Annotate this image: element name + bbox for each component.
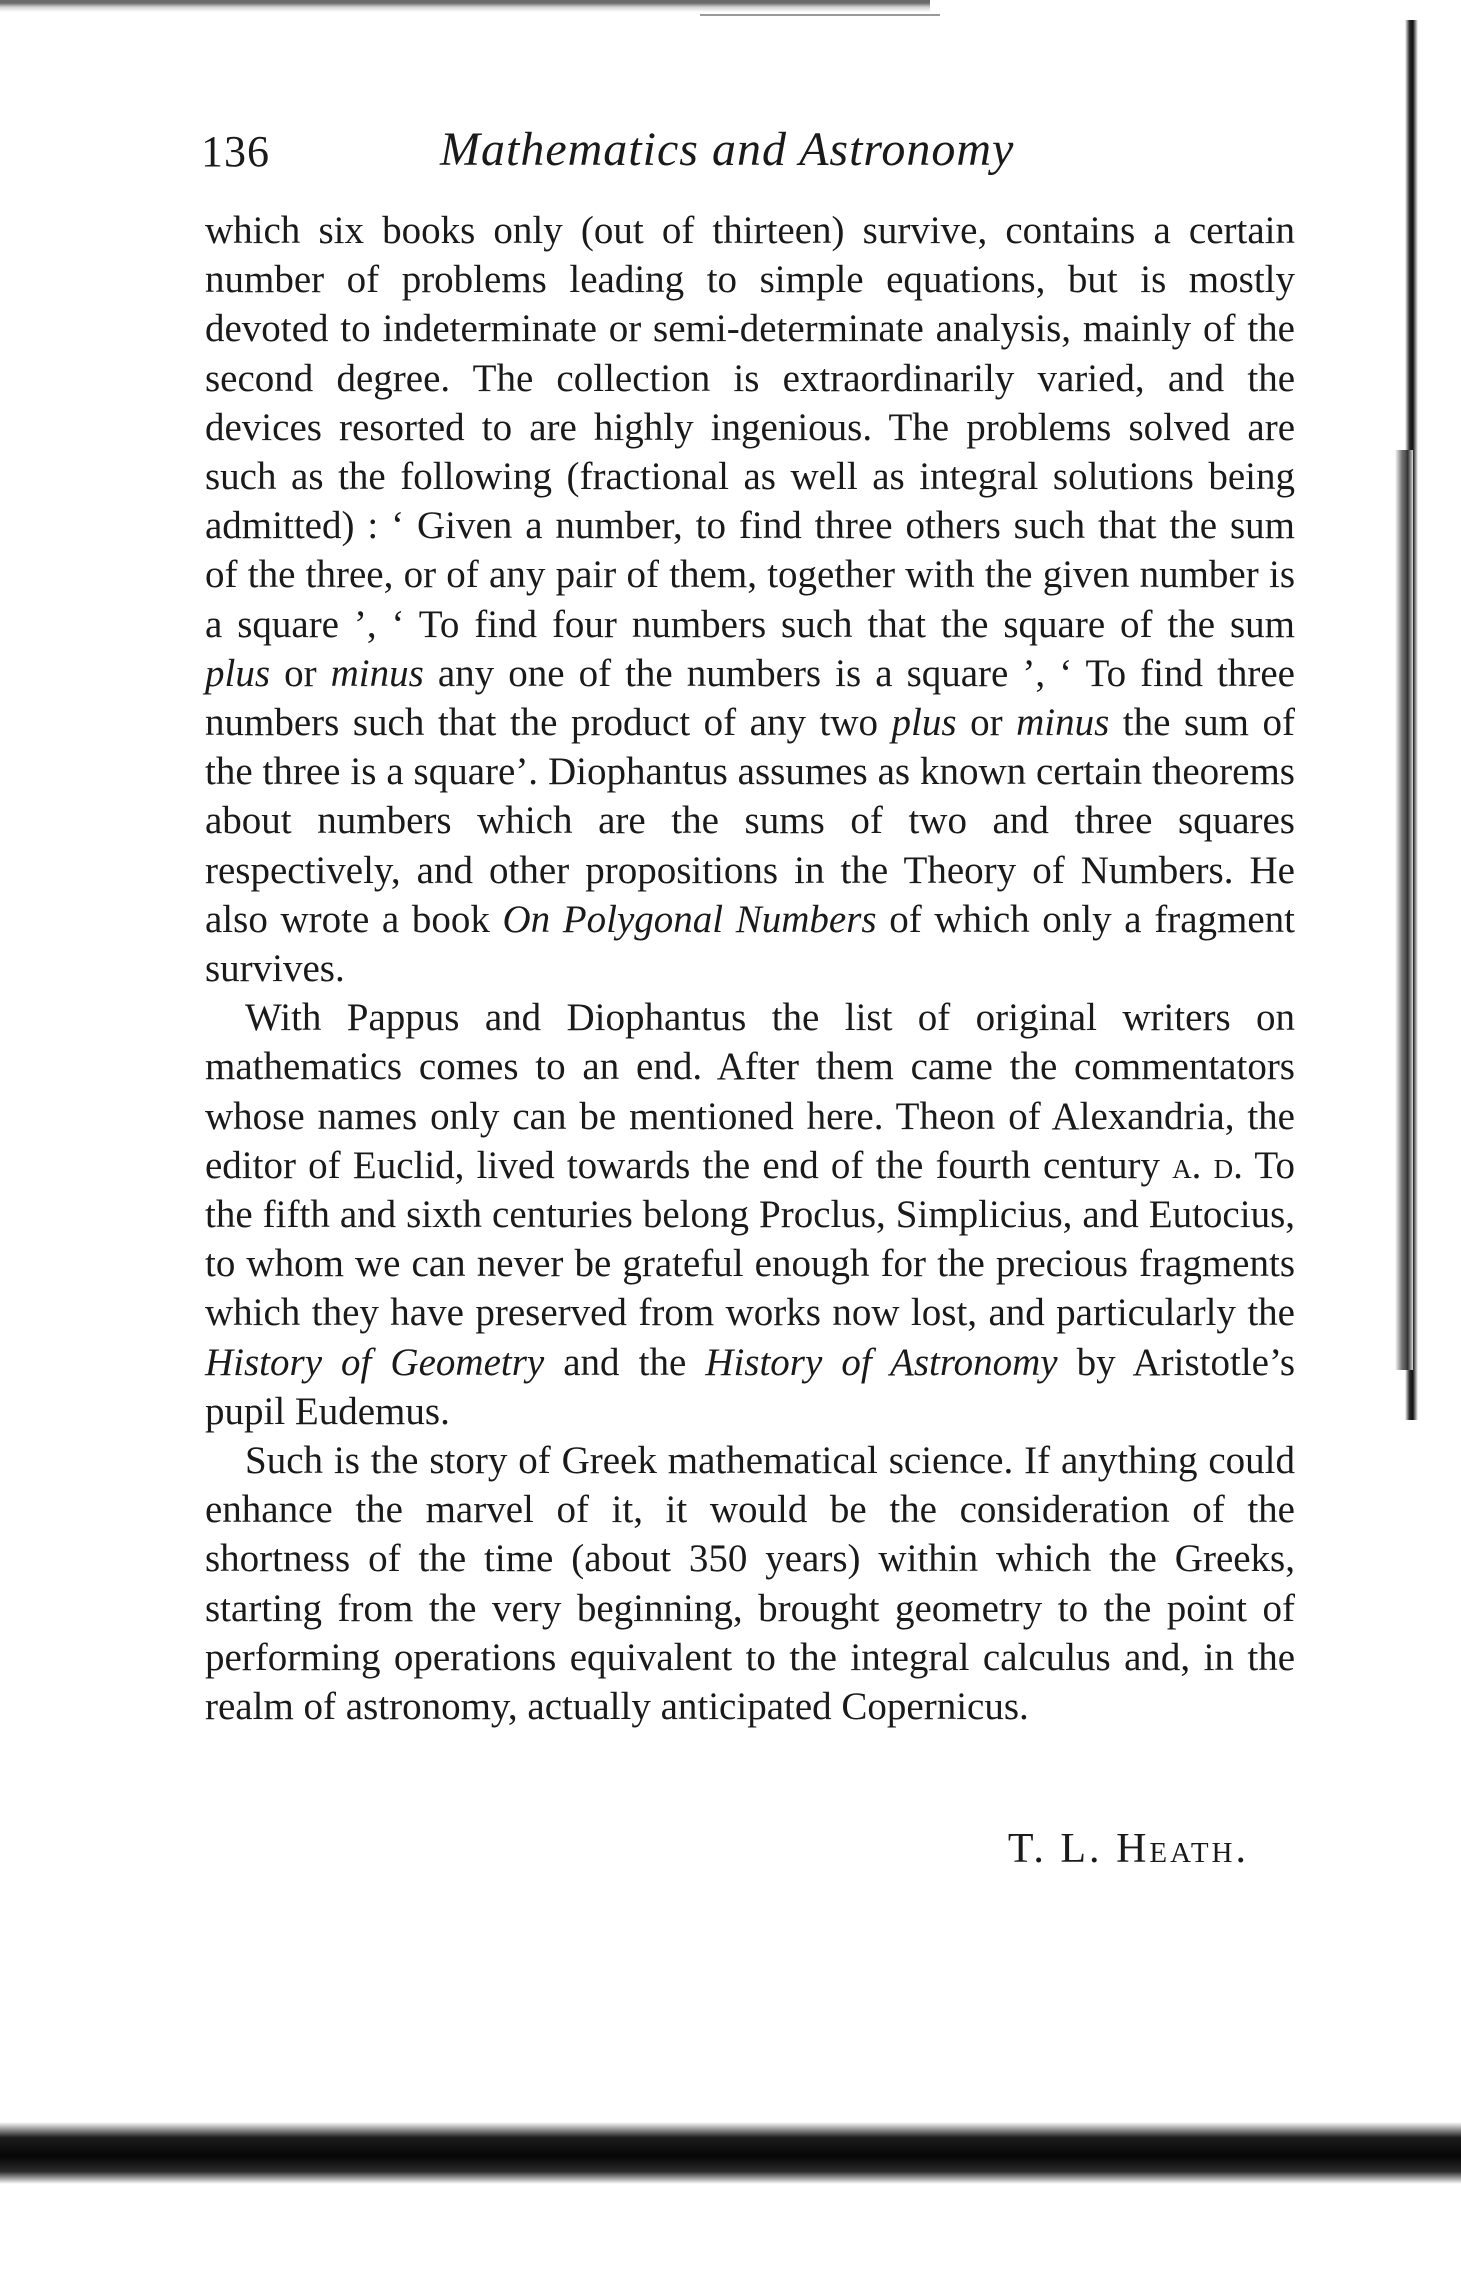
signature-surname: Heath	[1116, 1826, 1236, 1872]
p1-segment: or	[956, 701, 1017, 745]
p2-segment: To the fifth and sixth centuries belong Proclus, Simplicius, and Eutocius, to whom we can never be grateful enough for the precious fragments which they have preserved from works now lost, and particularly the	[205, 1143, 1295, 1335]
p1-segment: plus	[205, 651, 271, 695]
scan-rule-top	[700, 14, 940, 16]
p1-segment: which six books only (out of thirteen) survive, contains a certain number of problems leading to simple equations, but is mostly devoted to indeterminate or semi-determinate analysis, mainly of the second degree. The collection is extraordinarily varied, and the devices resorted to are highly ingenious. The problems solved are such as the following (fractional as well as integral solutions being admitted) : ‘ Given a number, to find three others such that the sum of the three, or of any pair of them, together with the given number is a square ’, ‘ To find four numbers such that the square of the sum	[205, 209, 1295, 646]
scan-edge-top	[0, 0, 930, 12]
p1-segment: any one of the numbers is a square ’, ‘ To find three numbers such that the product of any two	[205, 651, 1295, 745]
paragraph-2	[205, 993, 1295, 1436]
author-signature	[1008, 1825, 1249, 1873]
p2-segment: History of Geometry	[205, 1340, 545, 1384]
p1-segment: minus	[330, 651, 424, 695]
p2-segment: With Pappus and Diophantus the list of original writers on mathematics comes to an end. After them came the commentators whose names only can be mentioned here. Theon of Alexandria, the editor of Euclid, lived towards the end of the fourth century	[205, 996, 1295, 1187]
p2-segment: and the	[544, 1340, 706, 1384]
signature-initials: T. L.	[1007, 1826, 1117, 1872]
p3-segment: Such is the story of Greek mathematical science. If anything could enhance the marvel of it, it would be the consideration of the shortness of the time (about 350 years) within which the Greeks, starting from the very beginning, brought geometry to the point of performing operations equivalent to the integral calculus and, in the realm of astronomy, actually anticipated Copernicus.	[205, 1439, 1295, 1729]
p1-segment: On Polygonal Numbers	[502, 897, 877, 941]
scan-edge-bottom	[0, 2122, 1461, 2184]
paragraph-3	[205, 1436, 1295, 1731]
p1-segment: or	[270, 651, 331, 695]
scan-shadow-right	[1395, 450, 1413, 1370]
p2-segment: by Aristotle’s pupil Eudemus.	[205, 1340, 1295, 1433]
paragraph-1	[205, 206, 1295, 993]
p2-segment: a. d.	[1172, 1143, 1243, 1187]
page-number: 136	[201, 127, 270, 176]
p1-segment: the sum of the three is a square’. Diophantus assumes as known certain theorems about numbers which are the sums of two and three squares respectively, and other propositions in the Theory of Numbers. He also wrote a book	[205, 701, 1295, 941]
signature-trail: .	[1235, 1826, 1249, 1872]
body-text	[205, 206, 1295, 1731]
running-title: Mathematics and Astronomy	[440, 123, 1015, 176]
p2-segment: History of Astronomy	[705, 1340, 1058, 1384]
p1-segment: minus	[1016, 701, 1110, 745]
p1-segment: of which only a fragment survives.	[205, 897, 1295, 991]
p1-segment: plus	[891, 701, 957, 745]
